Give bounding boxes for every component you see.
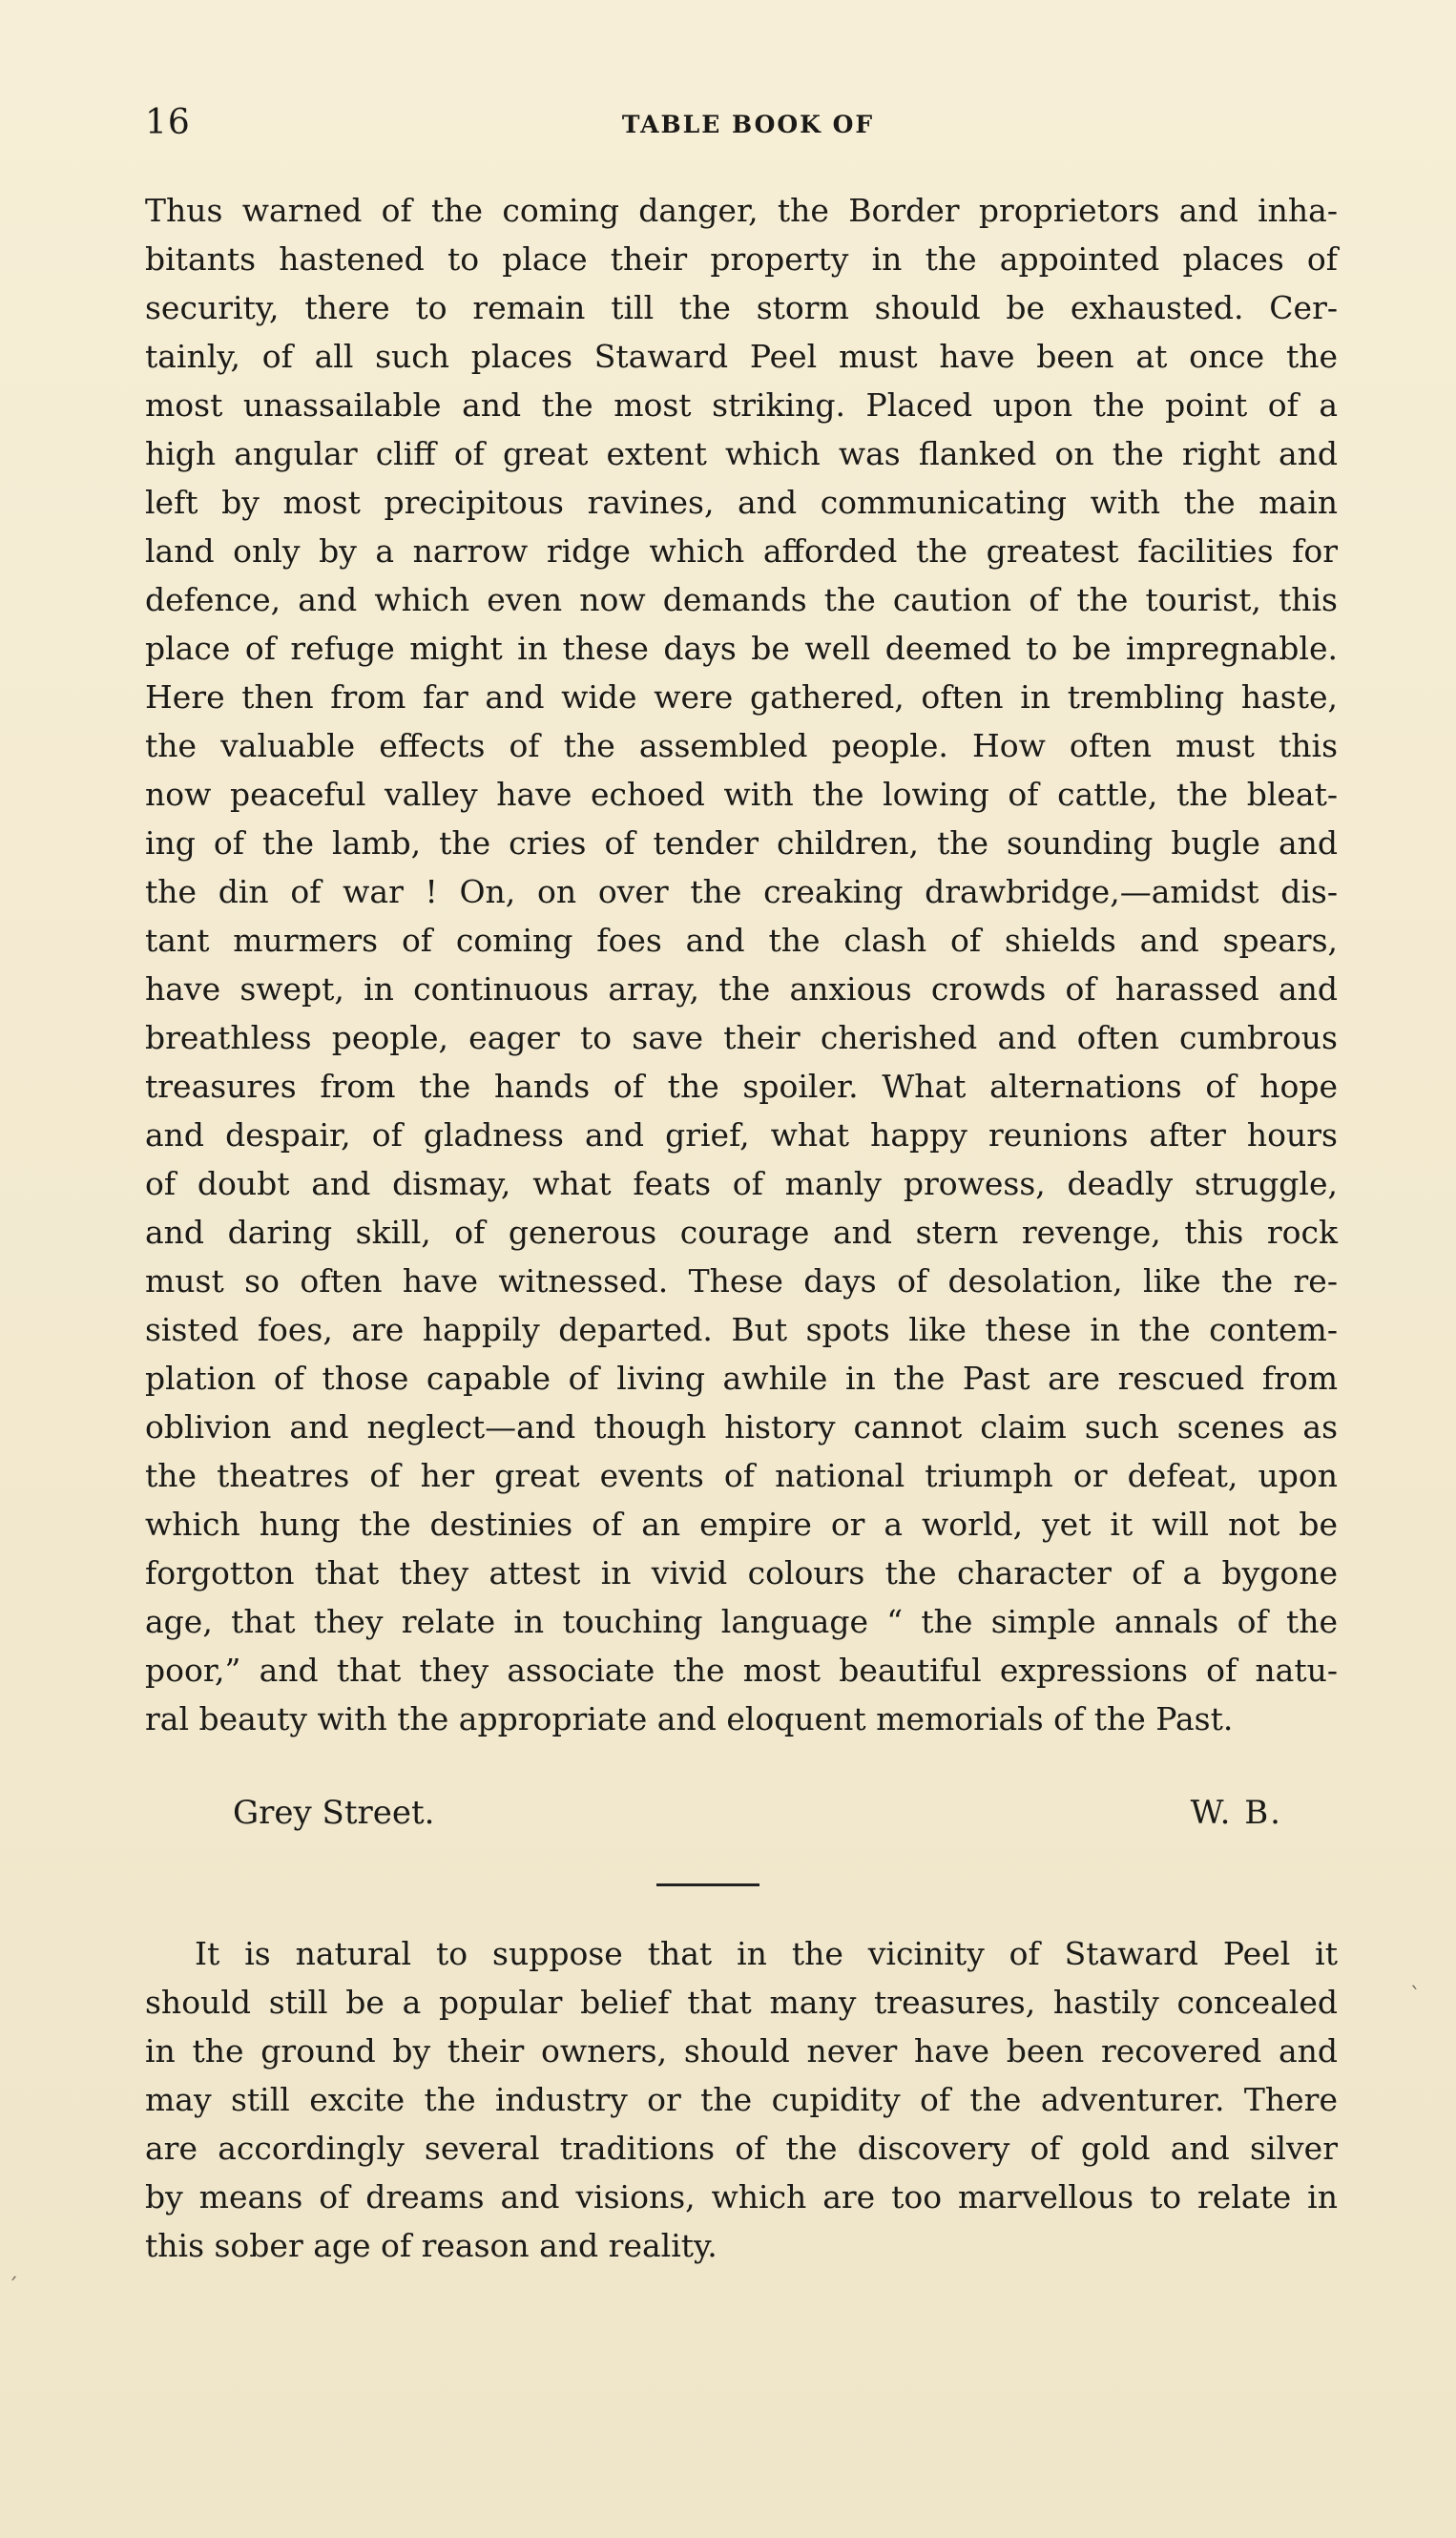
text-line: defence, and which even now demands the caution of the tourist, this bbox=[145, 581, 1338, 618]
text-line: treasures from the hands of the spoiler. What alternations of hope bbox=[145, 1068, 1338, 1105]
text-line: land only by a narrow ridge which afforded the greatest facilities for bbox=[145, 532, 1338, 570]
text-line: ing of the lamb, the cries of tender children, the sounding bugle and bbox=[145, 824, 1338, 862]
text-line: the din of war ! On, on over the creaking drawbridge,—amidst dis- bbox=[145, 873, 1338, 910]
text-line: should still be a popular belief that many treasures, hastily concealed bbox=[145, 1984, 1338, 2021]
text-line: plation of those capable of living awhile in the Past are rescued from bbox=[145, 1360, 1338, 1397]
paper-speck: ˋ bbox=[1410, 1985, 1421, 2008]
text-line: must so often have witnessed. These days of desolation, like the re- bbox=[145, 1262, 1338, 1300]
text-line: ral beauty with the appropriate and eloquent memorials of the Past. bbox=[145, 1700, 1234, 1737]
text-line: bitants hastened to place their property in the appointed places of bbox=[145, 240, 1338, 278]
text-line: left by most precipitous ravines, and communicating with the main bbox=[145, 484, 1338, 521]
running-head: TABLE BOOK OF bbox=[621, 111, 875, 138]
page-number: 16 bbox=[145, 103, 191, 142]
text-line: have swept, in continuous array, the anxious crowds of harassed and bbox=[145, 970, 1338, 1008]
text-line: poor,” and that they associate the most beautiful expressions of natu- bbox=[145, 1652, 1338, 1689]
text-line: now peaceful valley have echoed with the lowing of cattle, the bleat- bbox=[145, 776, 1338, 813]
text-line: Thus warned of the coming danger, the Border proprietors and inha- bbox=[145, 192, 1338, 229]
signature-place: Grey Street. bbox=[233, 1794, 435, 1832]
text-line: may still excite the industry or the cupidity of the adventurer. There bbox=[145, 2081, 1338, 2118]
text-line: are accordingly several traditions of the discovery of gold and silver bbox=[145, 2130, 1338, 2167]
paragraph-second bbox=[145, 1929, 1338, 2270]
text-line: forgotton that they attest in vivid colours the character of a bygone bbox=[145, 1554, 1338, 1591]
text-line: this sober age of reason and reality. bbox=[145, 2227, 718, 2264]
text-line: the valuable effects of the assembled people. How often must this bbox=[145, 727, 1338, 764]
text-line: age, that they relate in touching language “ the simple annals of the bbox=[145, 1603, 1338, 1640]
text-line: and daring skill, of generous courage and stern revenge, this rock bbox=[145, 1214, 1338, 1251]
text-line: the theatres of her great events of national triumph or defeat, upon bbox=[145, 1457, 1338, 1494]
text-line: Here then from far and wide were gathered, often in trembling haste, bbox=[145, 678, 1338, 716]
text-line: tainly, of all such places Staward Peel must have been at once the bbox=[145, 338, 1338, 375]
text-line: tant murmers of coming foes and the clash of shields and spears, bbox=[145, 922, 1338, 959]
text-line: breathless people, eager to save their cherished and often cumbrous bbox=[145, 1019, 1338, 1056]
signature-initials: W. B. bbox=[1190, 1794, 1282, 1832]
text-line: oblivion and neglect—and though history cannot claim such scenes as bbox=[145, 1408, 1338, 1446]
text-line: which hung the destinies of an empire or a world, yet it will not be bbox=[145, 1506, 1338, 1543]
text-line: security, there to remain till the storm should be exhausted. Cer- bbox=[145, 289, 1338, 326]
paper-speck: ˊ bbox=[8, 2276, 18, 2299]
text-line: most unassailable and the most striking. Placed upon the point of a bbox=[145, 386, 1338, 424]
text-line: in the ground by their owners, should never have been recovered and bbox=[145, 2032, 1338, 2070]
text-line: and despair, of gladness and grief, what happy reunions after hours bbox=[145, 1116, 1338, 1154]
text-line: sisted foes, are happily departed. But spots like these in the contem- bbox=[145, 1311, 1338, 1348]
text-line: of doubt and dismay, what feats of manly prowess, deadly struggle, bbox=[145, 1165, 1338, 1202]
page-header bbox=[145, 103, 1351, 151]
section-divider bbox=[656, 1883, 759, 1886]
text-line: by means of dreams and visions, which are too marvellous to relate in bbox=[145, 2178, 1338, 2216]
text-line: place of refuge might in these days be well deemed to be impregnable. bbox=[145, 630, 1338, 667]
text-line: It is natural to suppose that in the vicinity of Staward Peel it bbox=[195, 1935, 1338, 1972]
text-line: high angular cliff of great extent which was flanked on the right and bbox=[145, 435, 1338, 472]
paragraph-main bbox=[145, 186, 1338, 1743]
